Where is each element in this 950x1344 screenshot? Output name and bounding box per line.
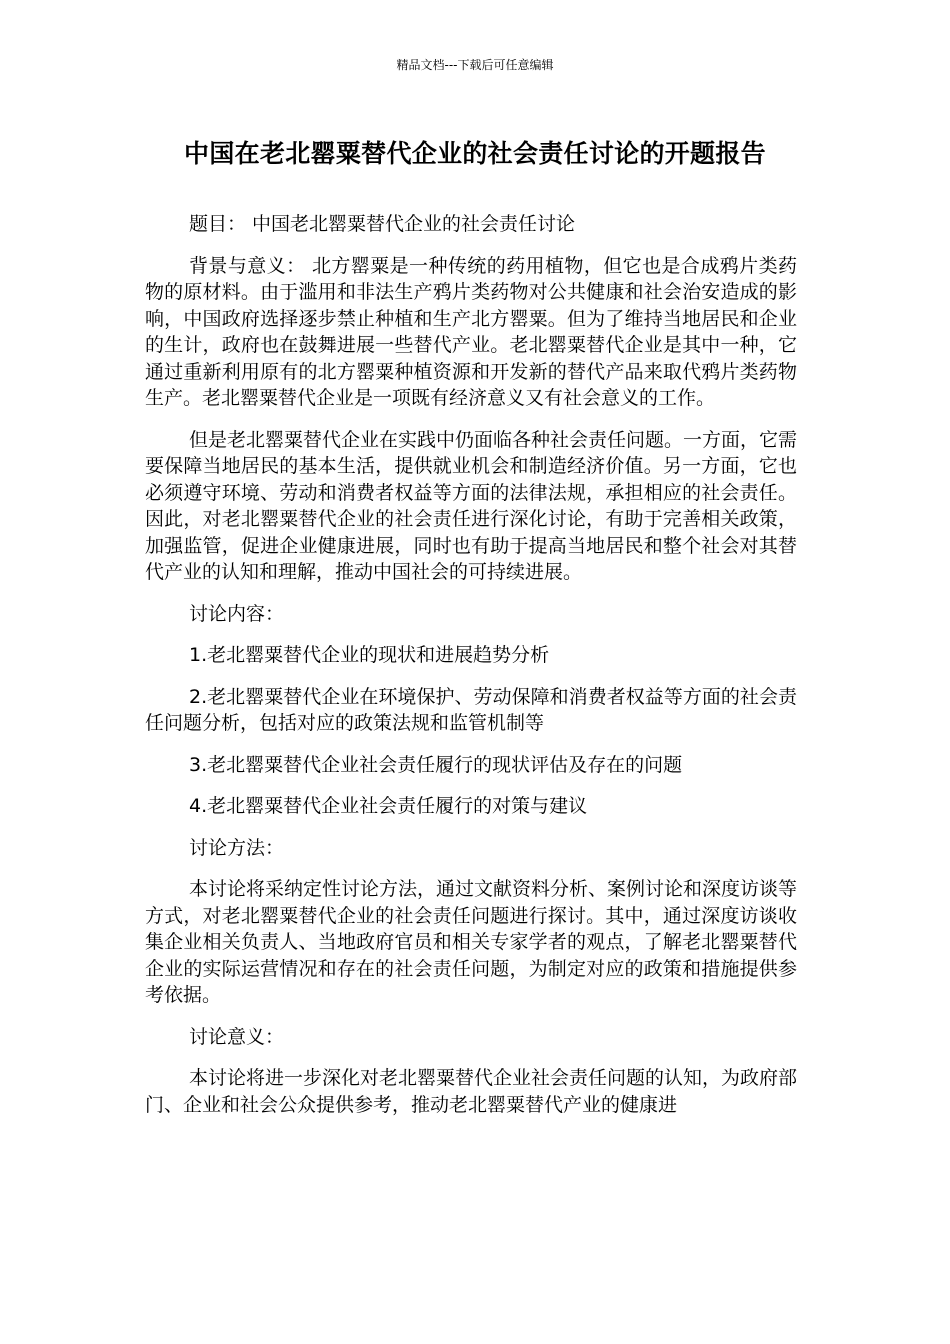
section-heading-significance: 讨论意义：	[189, 1025, 285, 1048]
significance-paragraph: 本讨论将进一步深化对老北罂粟替代企业社会责任问题的认知，为政府部门、企业和社会公众提供参考，推动老北罂粟替代产业的健康进	[145, 1067, 798, 1116]
background-paragraph: 背景与意义： 北方罂粟是一种传统的药用植物，但它也是合成鸦片类药物的原材料。由于滥用和非法生产鸦片类药物对公共健康和社会治安造成的影响，中国政府选择逐步禁止种植和生产北方罂粟。但为了维持当地居民和企业的生计，政府也在鼓舞进展一些替代产业。老北罂粟替代企业是其中一种，它通过重新利用原有的北方罂粟种植资源和开发新的替代产品来取代鸦片类药物生产。老北罂粟替代企业是一项既有经济意义又有社会意义的工作。	[145, 254, 797, 409]
challenges-paragraph: 但是老北罂粟替代企业在实践中仍面临各种社会责任问题。一方面，它需要保障当地居民的基本生活，提供就业机会和制造经济价值。另一方面，它也必须遵守环境、劳动和消费者权益等方面的法律法规，承担相应的社会责任。因此，对老北罂粟替代企业的社会责任进行深化讨论，有助于完善相关政策，加强监管，促进企业健康进展，同时也有助于提高当地居民和整个社会对其替代产业的认知和理解，推动中国社会的可持续进展。	[145, 428, 798, 583]
content-item-2: 2.老北罂粟替代企业在环境保护、劳动保障和消费者权益等方面的社会责任问题分析，包括对应的政策法规和监管机制等	[145, 685, 797, 734]
document-body	[145, 211, 797, 1133]
content-item-3: 3.老北罂粟替代企业社会责任履行的现状评估及存在的问题	[189, 753, 683, 776]
section-heading-content: 讨论内容：	[189, 602, 285, 625]
page-header: 精品文档---下载后可任意编辑	[396, 58, 554, 72]
method-paragraph: 本讨论将采纳定性讨论方法，通过文献资料分析、案例讨论和深度访谈等方式，对老北罂粟替代企业的社会责任问题进行探讨。其中，通过深度访谈收集企业相关负责人、当地政府官员和相关专家学者的观点，了解老北罂粟替代企业的实际运营情况和存在的社会责任问题，为制定对应的政策和措施提供参考依据。	[145, 878, 798, 1006]
document-title: 中国在老北罂粟替代企业的社会责任讨论的开题报告	[184, 139, 766, 168]
section-heading-method: 讨论方法：	[189, 836, 285, 859]
content-item-4: 4.老北罂粟替代企业社会责任履行的对策与建议	[189, 795, 588, 817]
topic-paragraph: 题目： 中国老北罂粟替代企业的社会责任讨论	[189, 213, 576, 235]
content-item-1: 1.老北罂粟替代企业的现状和进展趋势分析	[189, 644, 550, 666]
